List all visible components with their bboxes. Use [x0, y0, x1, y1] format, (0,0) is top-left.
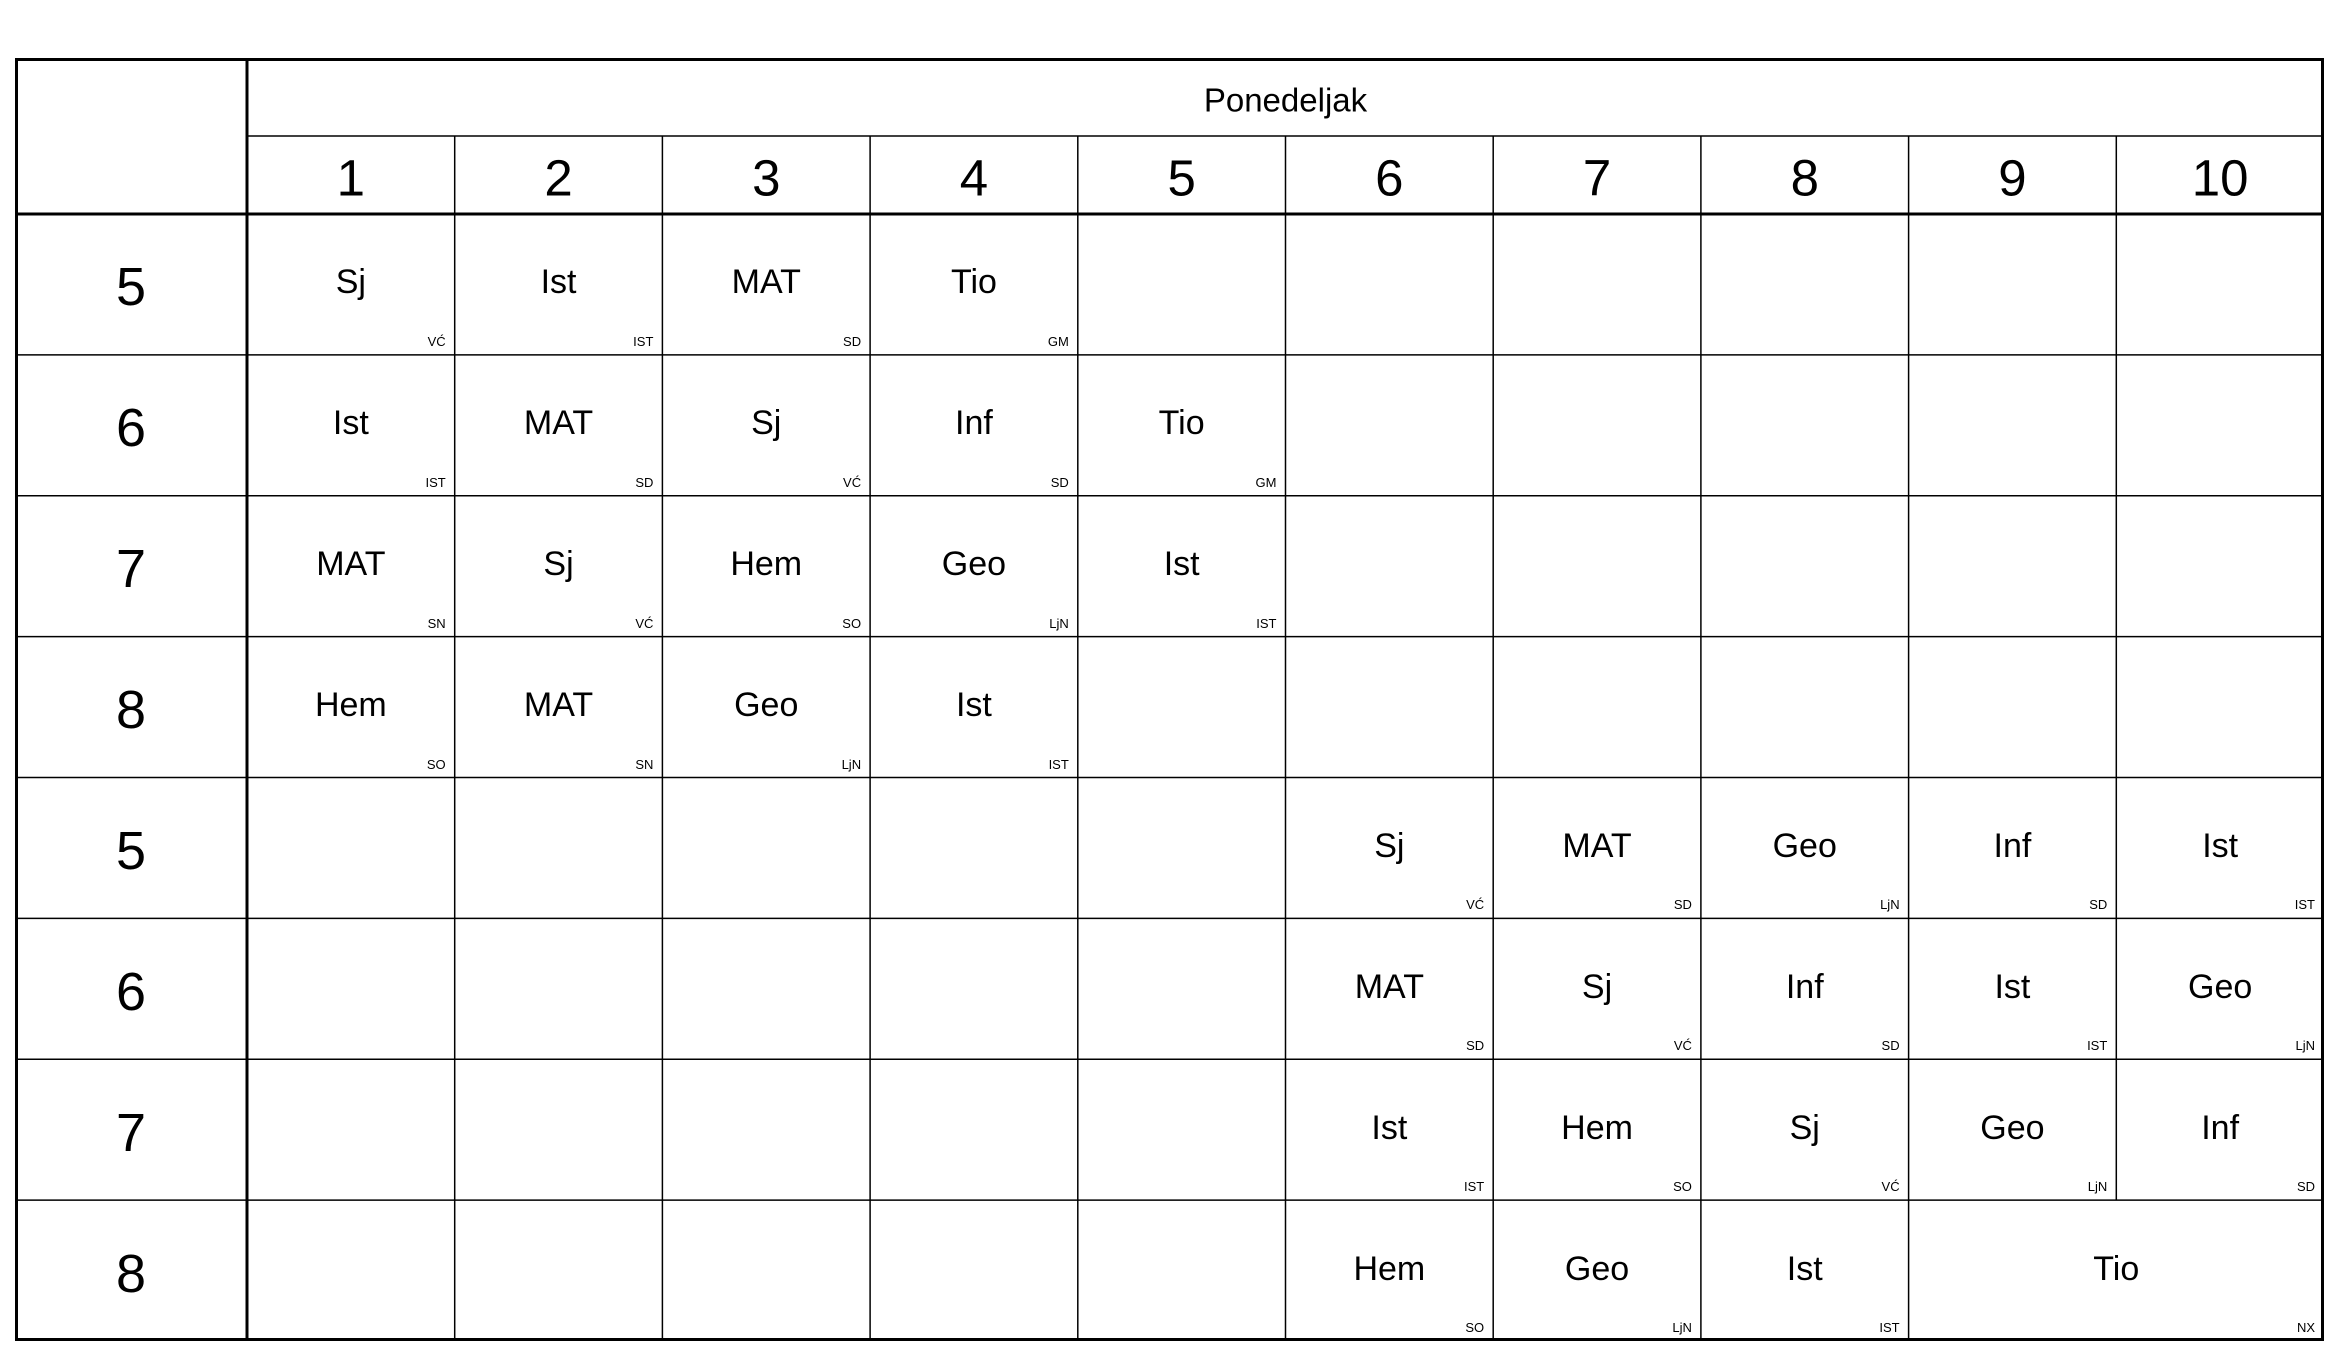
period-number: 2	[544, 149, 573, 207]
lesson-subject: Tio	[950, 263, 997, 302]
lesson-teacher: VĆ	[427, 333, 446, 349]
lesson-teacher: SO	[842, 615, 862, 631]
day-title: Ponedeljak	[1203, 81, 1368, 119]
lesson-subject: Geo	[734, 686, 799, 725]
lesson-teacher: SO	[426, 756, 446, 772]
lesson-teacher: IST	[633, 333, 654, 349]
class-label: 6	[115, 961, 147, 1022]
lesson-teacher: GM	[1255, 474, 1277, 490]
lesson-subject: Inf	[1785, 967, 1824, 1006]
lesson-teacher: VĆ	[1881, 1179, 1900, 1195]
lesson-subject: Ist	[955, 686, 992, 725]
lesson-teacher: SN	[427, 615, 446, 631]
lesson-subject: MAT	[523, 404, 594, 443]
lesson-subject: Geo	[1564, 1249, 1630, 1288]
lesson-subject: MAT	[316, 545, 386, 584]
lesson-teacher: LjN	[841, 756, 862, 772]
lesson-subject: Ist	[1994, 967, 2031, 1006]
lesson-teacher: GM	[1047, 333, 1069, 349]
class-label: 8	[115, 1243, 147, 1304]
lesson-teacher: SO	[1673, 1179, 1692, 1195]
lesson-subject: Sj	[751, 404, 782, 443]
period-number: 7	[1582, 149, 1612, 207]
class-label: 5	[115, 257, 147, 318]
period-number: 10	[2191, 149, 2249, 207]
lesson-subject: Geo	[1772, 826, 1837, 865]
lesson-teacher: IST	[425, 474, 446, 490]
lesson-teacher: VĆ	[635, 615, 654, 631]
lesson-teacher: SD	[2296, 1179, 2315, 1195]
lesson-teacher: SD	[1050, 474, 1069, 490]
lesson-teacher: VĆ	[1673, 1038, 1692, 1054]
lesson-teacher: LjN	[2087, 1179, 2108, 1195]
class-label: 7	[115, 1102, 147, 1163]
lesson-subject: Sj	[1789, 1108, 1820, 1147]
lesson-subject: Ist	[1371, 1108, 1408, 1147]
lesson-subject: Hem	[314, 686, 387, 725]
lesson-subject: Ist	[540, 263, 577, 302]
lesson-teacher: IST	[1256, 615, 1277, 631]
lesson-teacher: VĆ	[843, 474, 862, 490]
lesson-teacher: SD	[843, 333, 862, 349]
lesson-subject: Tio	[1158, 404, 1205, 443]
lesson-teacher: LjN	[1880, 897, 1900, 913]
period-number: 1	[336, 149, 366, 207]
lesson-subject: Sj	[335, 263, 366, 302]
lesson-subject: Geo	[941, 545, 1007, 584]
lesson-subject: Inf	[2201, 1108, 2240, 1147]
lesson-teacher: SN	[635, 756, 654, 772]
lesson-subject: Tio	[2093, 1249, 2140, 1288]
period-number: 8	[1790, 149, 1819, 207]
lesson-teacher: SD	[2089, 897, 2108, 913]
lesson-subject: MAT	[1562, 826, 1632, 865]
lesson-subject: MAT	[731, 263, 801, 302]
lesson-subject: Ist	[1163, 545, 1200, 584]
lesson-teacher: IST	[2087, 1038, 2108, 1054]
lesson-subject: Hem	[730, 545, 803, 584]
lesson-teacher: LjN	[1049, 615, 1069, 631]
class-label: 7	[115, 539, 147, 600]
lesson-teacher: LjN	[2295, 1038, 2315, 1054]
period-number: 5	[1167, 149, 1196, 207]
period-number: 6	[1375, 149, 1404, 207]
lesson-teacher: IST	[2294, 897, 2315, 913]
lesson-subject: MAT	[1354, 967, 1424, 1006]
period-number: 3	[752, 149, 781, 207]
lesson-subject: Sj	[543, 545, 574, 584]
lesson-teacher: SD	[1466, 1038, 1485, 1054]
lesson-teacher: IST	[1879, 1320, 1900, 1335]
lesson-teacher: NX	[2296, 1320, 2315, 1335]
period-number: 9	[1998, 149, 2027, 207]
lesson-subject: Geo	[2188, 967, 2253, 1006]
lesson-teacher: SD	[1881, 1038, 1900, 1054]
lesson-subject: Geo	[1980, 1108, 2045, 1147]
lesson-subject: Ist	[2202, 826, 2239, 865]
lesson-subject: Sj	[1581, 967, 1613, 1006]
lesson-subject: Ist	[1786, 1249, 1823, 1288]
timetable	[15, 58, 2324, 1341]
lesson-teacher: LjN	[1672, 1320, 1692, 1335]
lesson-teacher: IST	[1463, 1179, 1485, 1195]
lesson-teacher: SO	[1465, 1320, 1485, 1335]
lesson-subject: Hem	[1561, 1108, 1633, 1147]
period-number: 4	[959, 149, 989, 207]
lesson-subject: Sj	[1374, 826, 1405, 865]
class-label: 6	[115, 398, 147, 459]
lesson-teacher: SD	[635, 474, 654, 490]
lesson-teacher: VĆ	[1466, 897, 1485, 913]
lesson-subject: Hem	[1353, 1249, 1426, 1288]
lesson-teacher: IST	[1048, 756, 1069, 772]
lesson-subject: Ist	[332, 404, 369, 443]
lesson-subject: Inf	[1993, 826, 2032, 865]
lesson-subject: Inf	[955, 404, 993, 443]
lesson-subject: MAT	[523, 686, 594, 725]
class-label: 5	[115, 820, 147, 881]
lesson-teacher: SD	[1673, 897, 1692, 913]
class-label: 8	[115, 680, 147, 741]
